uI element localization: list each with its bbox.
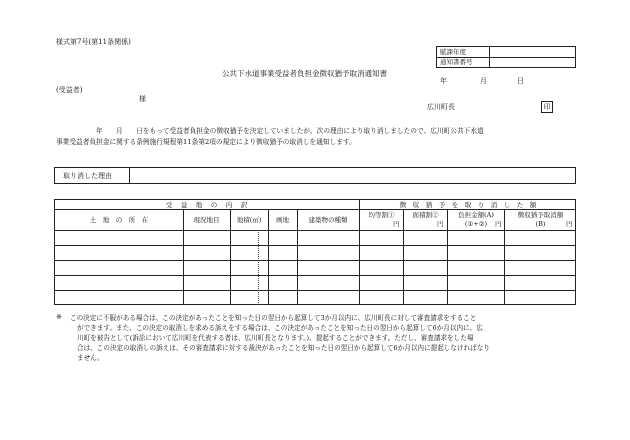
col-header-area: 地積(㎡) bbox=[236, 216, 262, 224]
col-header-location: 土 地 の 所 在 bbox=[89, 216, 149, 224]
group-header-cancelled-amount: 徴 収 猶 予 を 取 り 消 し た 額 bbox=[399, 200, 537, 209]
unit-yen-cancelled: 円 bbox=[566, 220, 573, 228]
notice-line-5: ません。 bbox=[77, 354, 104, 362]
unit-yen-equal-rate: 円 bbox=[393, 220, 400, 228]
seal-mark: 印 bbox=[541, 101, 553, 113]
group-header-land-breakdown: 受 益 地 の 内 訳 bbox=[165, 200, 249, 209]
fiscal-year-field[interactable] bbox=[491, 48, 573, 56]
col-header-equal-rate: 均等割① bbox=[368, 211, 395, 219]
recipient-label: (受益者) bbox=[56, 86, 83, 94]
notice-number-label: 通知書番号 bbox=[440, 58, 473, 66]
body-line-1: 年 月 日をもって受益者負担金の徴収猶予を決定していましたが、次の理由により取り消しましたので、広川町公共下水道 bbox=[96, 127, 484, 135]
reason-label: 取り消した理由 bbox=[63, 172, 112, 180]
fiscal-year-label: 賦課年度 bbox=[440, 48, 466, 56]
reason-box bbox=[54, 167, 576, 184]
appeal-notice bbox=[70, 313, 580, 363]
issuer-name: 広川町長 bbox=[427, 103, 455, 111]
notice-number-field[interactable] bbox=[491, 59, 573, 67]
notice-line-1: この決定に不服がある場合は、この決定があったことを知った日の翌日から起算して3か月以内に、広川町長に対して審査請求をすること bbox=[70, 314, 477, 322]
table-row[interactable] bbox=[56, 291, 575, 305]
reason-field[interactable] bbox=[131, 169, 573, 183]
date-day-label: 日 bbox=[517, 77, 524, 85]
col-header-burden-formula: (①+②) bbox=[464, 220, 488, 228]
table-row[interactable] bbox=[56, 231, 575, 245]
unit-yen-burden: 円 bbox=[495, 220, 502, 228]
table-row[interactable] bbox=[56, 246, 575, 260]
document-title: 公共下水道事業受益者負担金徴収猶予取消通知書 bbox=[222, 69, 387, 78]
col-header-cancelled-amount: 徴収猶予取消額 bbox=[517, 211, 564, 219]
notice-line-4: 合は、この決定の取消しの訴えは、その審査請求に対する裁決があったことを知った日の翌日から起算して6か月以内に提起しなければなり bbox=[77, 344, 490, 352]
table-row[interactable] bbox=[56, 261, 575, 275]
col-header-current-land-use: 現況地目 bbox=[193, 216, 220, 224]
col-header-area-rate: 面積割② bbox=[412, 211, 439, 219]
date-year-label: 年 bbox=[440, 77, 447, 85]
notice-mark: ※ bbox=[56, 313, 62, 321]
col-header-lot: 画地 bbox=[276, 216, 289, 224]
recipient-honorific: 様 bbox=[139, 95, 146, 103]
col-header-cancelled-amount-sub: (B) bbox=[535, 220, 546, 228]
unit-yen-area-rate: 円 bbox=[437, 220, 444, 228]
col-header-building-type: 建築物の種類 bbox=[308, 216, 348, 224]
reference-box bbox=[436, 46, 576, 68]
notice-line-3: 川町を被告として(訴訟において広川町を代表する者は、広川町長となります。)、提起することができます。ただし、審査請求をした場 bbox=[77, 334, 474, 342]
form-number: 様式第7号(第11条関係) bbox=[56, 38, 131, 46]
notice-line-2: ができます。また、この決定の取消しを求める訴えをする場合は、この決定があったことを知った日の翌日から起算して6か月以内に、広 bbox=[77, 324, 483, 332]
table-row[interactable] bbox=[56, 276, 575, 290]
body-line-2: 事業受益者負担金に関する条例施行規程第11条第2項の規定により徴収猶予の取消しを通知します。 bbox=[56, 138, 356, 146]
col-header-burden-amount: 負担金額(A) bbox=[458, 211, 494, 219]
breakdown-table bbox=[54, 199, 576, 305]
date-month-label: 月 bbox=[480, 77, 487, 85]
